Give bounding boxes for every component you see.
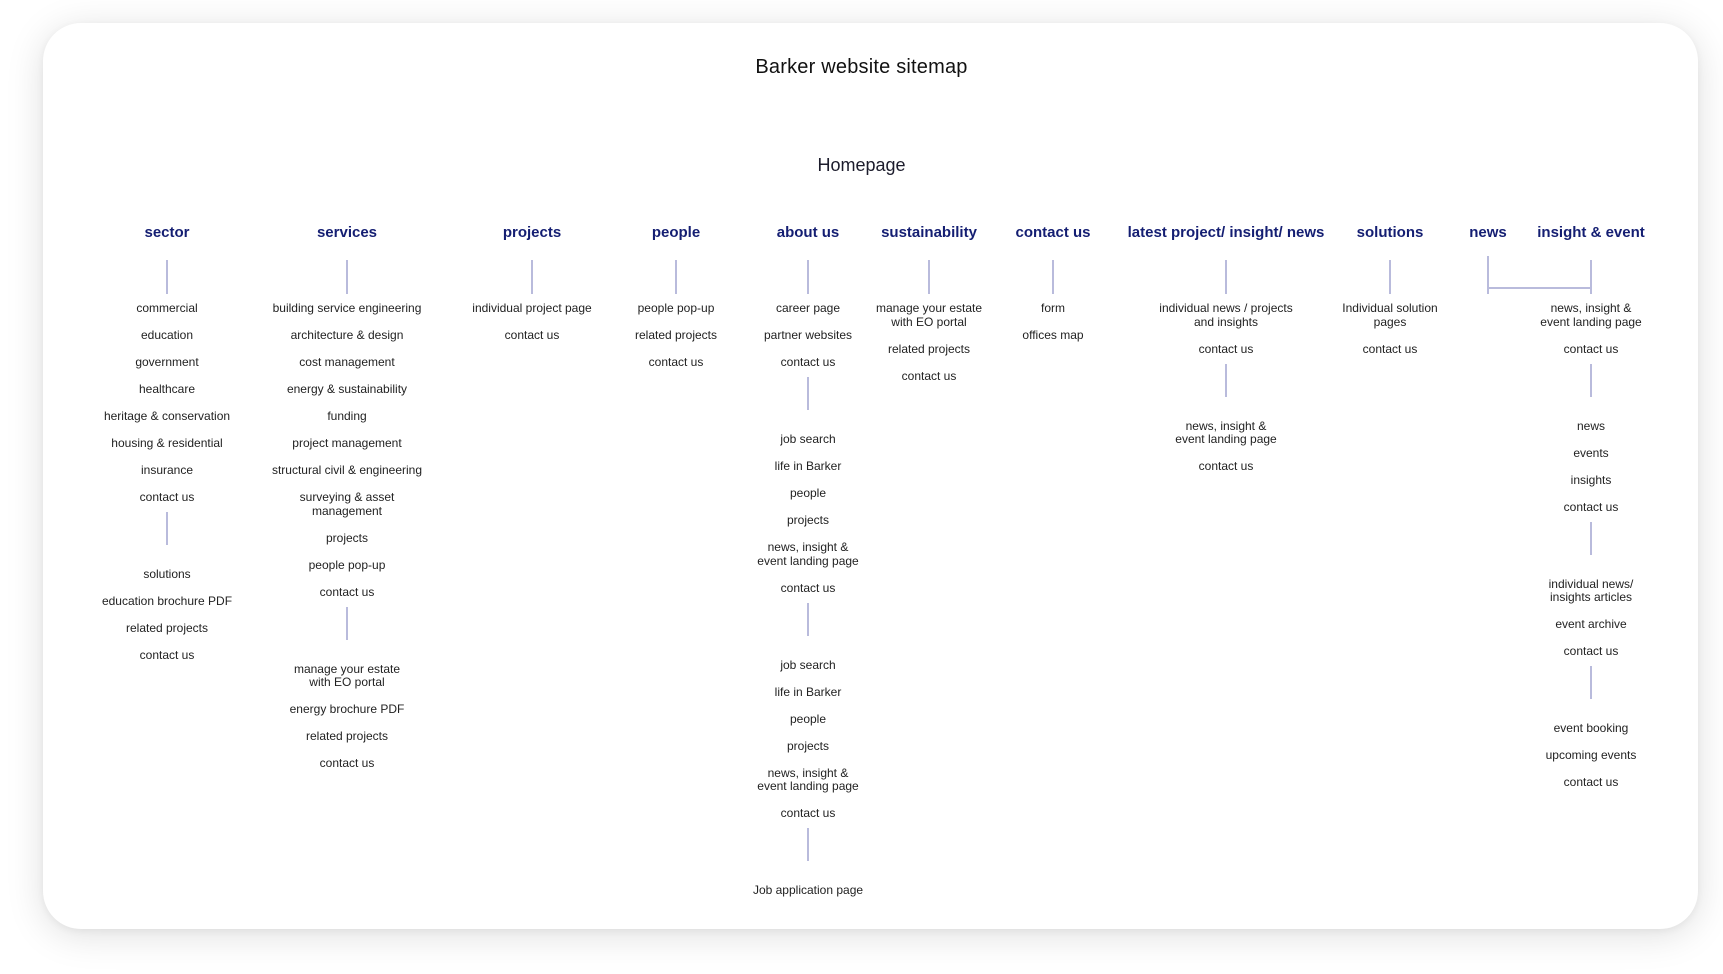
sitemap-node: contact us <box>139 648 195 662</box>
section-heading-services: services <box>316 224 378 241</box>
sitemap-node: partner websites <box>763 328 853 342</box>
sitemap-node: related projects <box>887 341 971 356</box>
sitemap-node: related projects <box>305 729 389 743</box>
sitemap-node: contact us <box>139 490 195 504</box>
connector-line <box>346 607 348 640</box>
sitemap-node: job search <box>780 432 836 446</box>
sitemap-node: individual project page <box>472 301 592 315</box>
sitemap-node: contact us <box>1563 775 1619 789</box>
homepage-node: Homepage <box>817 155 906 175</box>
sitemap-node: job search <box>780 657 836 672</box>
section-heading-solutions: solutions <box>1356 224 1424 241</box>
sitemap-node: architecture & design <box>290 328 404 342</box>
sitemap-node: contact us <box>1198 341 1254 356</box>
sitemap-node: surveying & asset management <box>299 490 395 518</box>
sitemap-node: healthcare <box>138 382 196 396</box>
sitemap-node: projects <box>325 530 369 545</box>
sitemap-node: news, insight & event landing page <box>1540 301 1642 329</box>
sitemap-node: building service engineering <box>272 301 422 315</box>
connector-line <box>1590 260 1592 294</box>
sitemap-node: funding <box>327 409 367 423</box>
news-connector-line <box>1487 256 1489 288</box>
sitemap-node: contact us <box>648 355 704 369</box>
sitemap-node: contact us <box>1563 499 1619 514</box>
sitemap-node: life in Barker <box>774 459 842 473</box>
connector-line <box>166 512 168 545</box>
sitemap-node: government <box>135 355 199 369</box>
connector-line <box>1225 364 1227 397</box>
sitemap-node: cost management <box>299 355 395 369</box>
sitemap-node: solutions <box>143 567 191 581</box>
connector-line <box>675 260 677 294</box>
connector-line <box>1590 666 1592 699</box>
sitemap-node: event archive <box>1555 617 1627 631</box>
section-heading-sector: sector <box>144 224 190 241</box>
sitemap-node: contact us <box>780 355 836 369</box>
sitemap-node: contact us <box>504 328 560 342</box>
connector-line <box>1052 260 1054 294</box>
sitemap-node: contact us <box>780 806 836 820</box>
sitemap-node: upcoming events <box>1545 748 1637 762</box>
sitemap-node: manage your estate with EO portal <box>875 301 983 329</box>
sitemap-node: contact us <box>1563 644 1619 658</box>
sitemap-node: individual news/ insights articles <box>1548 576 1634 604</box>
sitemap-node: event booking <box>1553 721 1629 735</box>
sitemap-node: manage your estate with EO portal <box>293 661 401 689</box>
sitemap-node: news, insight & event landing page <box>1175 418 1277 446</box>
sitemap-node: housing & residential <box>111 436 223 450</box>
sitemap-node: people <box>789 486 827 500</box>
connector-line <box>1590 364 1592 397</box>
sitemap-node: contact us <box>780 580 836 595</box>
section-heading-sustainability: sustainability <box>881 224 977 241</box>
connector-line <box>531 260 533 294</box>
sitemap-node: contact us <box>1362 341 1418 356</box>
sitemap-node: commercial <box>136 301 198 315</box>
connector-line <box>807 377 809 410</box>
sitemap-node: energy & sustainability <box>286 382 408 396</box>
sitemap-node: people <box>789 711 827 726</box>
sitemap-node: insights <box>1570 472 1612 487</box>
sitemap-node: education brochure PDF <box>101 594 233 608</box>
sitemap-node: related projects <box>125 621 209 635</box>
sitemap-node: form <box>1041 301 1065 315</box>
section-heading-about-us: about us <box>776 224 840 241</box>
sitemap-node: news, insight & event landing page <box>757 765 859 793</box>
sitemap-node: individual news / projects and insights <box>1159 301 1293 329</box>
sitemap-node: news <box>1576 418 1606 433</box>
connector-line <box>1590 522 1592 555</box>
section-heading-news: news <box>1469 224 1507 241</box>
sitemap-node: Individual solution pages <box>1342 301 1438 329</box>
sitemap-node: contact us <box>319 756 375 770</box>
connector-line <box>166 260 168 294</box>
sitemap-node: structural civil & engineering <box>271 463 423 477</box>
sitemap-node: projects <box>786 738 830 753</box>
sitemap-node: Job application page <box>752 883 864 897</box>
sitemap-node: people pop-up <box>637 301 715 315</box>
section-heading-people: people <box>651 224 701 241</box>
sitemap-node: contact us <box>1563 341 1619 356</box>
sitemap-node: contact us <box>319 584 375 599</box>
sitemap-node: project management <box>292 436 402 450</box>
section-heading-contact-us: contact us <box>1015 224 1091 241</box>
sitemap-node: news, insight & event landing page <box>757 540 859 568</box>
sitemap-node: education <box>140 328 194 342</box>
sitemap-node: heritage & conservation <box>103 409 231 423</box>
sitemap-title: Barker website sitemap <box>755 56 968 78</box>
sitemap-node: people pop-up <box>308 557 386 572</box>
sitemap-node: related projects <box>634 328 718 342</box>
section-heading-latest-project-insight-news: latest project/ insight/ news <box>1127 224 1325 241</box>
section-heading-insight-event: insight & event <box>1537 224 1645 241</box>
connector-line <box>807 828 809 861</box>
connector-line <box>807 603 809 636</box>
connector-line <box>346 260 348 294</box>
sitemap-node: projects <box>786 513 830 527</box>
connector-line <box>1389 260 1391 294</box>
sitemap-node: offices map <box>1022 328 1084 342</box>
sitemap-node: life in Barker <box>774 684 842 699</box>
sitemap-node: energy brochure PDF <box>289 702 405 716</box>
sitemap-node: events <box>1573 445 1609 460</box>
section-heading-projects: projects <box>502 224 562 241</box>
connector-line <box>928 260 930 294</box>
sitemap-node: career page <box>775 301 841 315</box>
connector-line <box>1225 260 1227 294</box>
connector-line <box>807 260 809 294</box>
sitemap-node: contact us <box>1198 459 1254 473</box>
sitemap-node: insurance <box>140 463 194 477</box>
news-insight-bracket <box>1488 287 1591 289</box>
sitemap-node: contact us <box>901 368 957 383</box>
